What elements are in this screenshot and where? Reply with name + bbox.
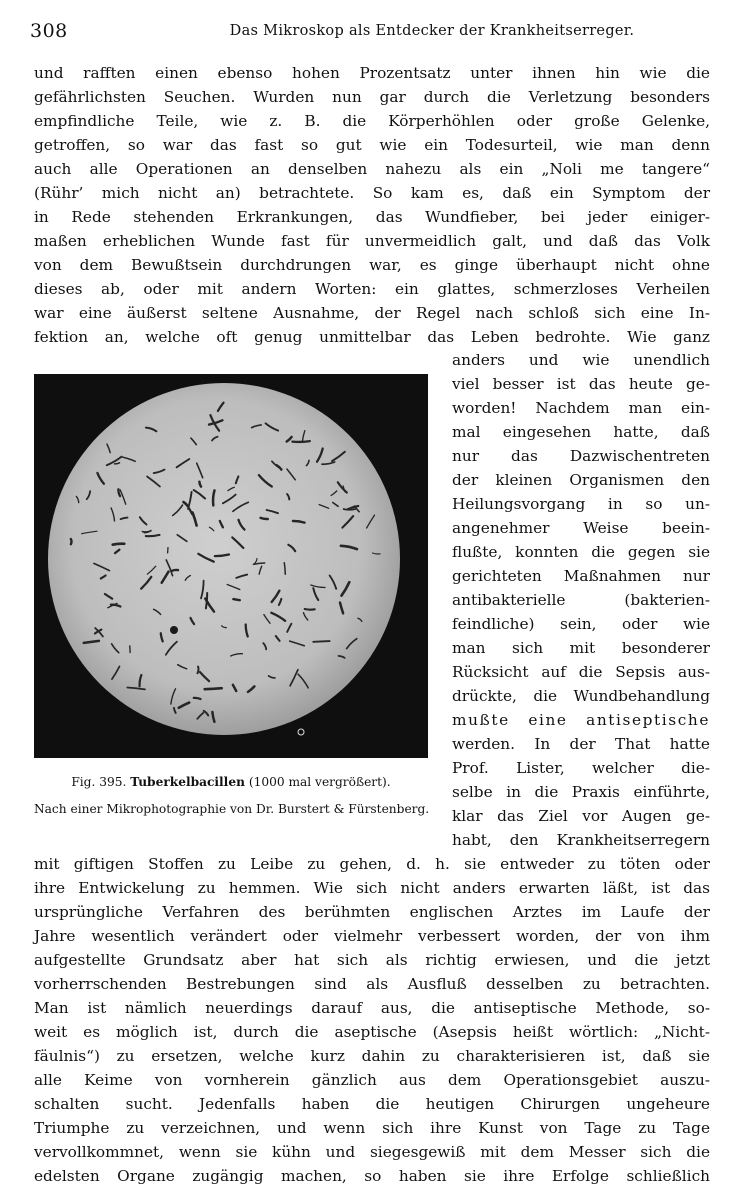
side-text-line: mal eingesehen hatte, daß	[452, 423, 710, 441]
side-text-line: Prof. Lister, welcher die-	[452, 759, 710, 777]
side-text-line: anders und wie unendlich	[452, 351, 710, 369]
bacillus	[171, 570, 178, 571]
side-text-line: worden! Nachdem man ein-	[452, 399, 710, 417]
bacillus	[233, 599, 239, 600]
text-line: mit giftigen Stoffen zu Leibe zu gehen, d. h. sie entweder zu töten oder	[34, 855, 710, 873]
side-text-line: viel besser ist das heute ge-	[452, 375, 710, 393]
side-text-line: gerichteten Maßnahmen nur	[452, 567, 710, 585]
text-line: Man ist nämlich neuerdings darauf aus, die antiseptische Methode, so-	[34, 999, 710, 1017]
side-text-line: nur das Dazwischentreten	[452, 447, 710, 465]
text-line: (Rühr’ mich nicht an) betrachtete. So kam es, daß ein Symptom der	[34, 184, 710, 202]
text-line: war eine äußerst seltene Ausnahme, der Regel nach schloß sich eine In-	[34, 304, 710, 322]
text-line: auch alle Operationen an denselben nahezu als ein „Noli me tangere“	[34, 160, 710, 178]
text-line: maßen erheblichen Wunde fast für unvermeidlich galt, und daß das Volk	[34, 232, 710, 250]
side-text-line: flußte, konnten die gegen sie	[452, 543, 710, 561]
side-text-line: mußte eine antiseptische	[452, 711, 710, 729]
text-line: aufgestellte Grundsatz aber hat sich als richtig erwiesen, und die jetzt	[34, 951, 710, 969]
text-line: Triumphe zu verzeichnen, und wenn sich ihre Kunst von Tage zu Tage	[34, 1119, 710, 1137]
text-line: fäulnis“) zu ersetzen, welche kurz dahin zu charakterisieren ist, daß sie	[34, 1047, 710, 1065]
text-line: schalten sucht. Jedenfalls haben die heutigen Chirurgen ungeheure	[34, 1095, 710, 1113]
text-line: Jahre wesentlich verändert oder vielmehr verbessert worden, der von ihm	[34, 927, 710, 945]
side-text-line: selbe in die Praxis einführte,	[452, 783, 710, 801]
side-text-line: habt, den Krankheitserregern	[452, 831, 710, 849]
text-line: ihre Entwickelung zu hemmen. Wie sich nicht anders erwarten läßt, ist das	[34, 879, 710, 897]
side-text-line: werden. In der That hatte	[452, 735, 710, 753]
bacillus	[261, 518, 268, 519]
side-text-line: feindliche) sein, oder wie	[452, 615, 710, 633]
side-text-line: angenehmer Weise beein-	[452, 519, 710, 537]
text-line: von dem Bewußtsein durchdrungen war, es ginge überhaupt nicht ohne	[34, 256, 710, 274]
text-line: ursprüngliche Verfahren des berühmten englischen Arztes im Laufe der	[34, 903, 710, 921]
bacillus	[205, 688, 222, 689]
text-line: dieses ab, oder mit andern Worten: ein glattes, schmerzloses Verheilen	[34, 280, 710, 298]
bacillus	[194, 698, 201, 699]
figure-credit: Nach einer Mikrophotographie von Dr. Burstert & Fürstenberg.	[34, 802, 430, 816]
bacillus	[305, 609, 315, 610]
text-line: getroffen, so war das fast so gut wie ein Todesurteil, wie man denn	[34, 136, 710, 154]
bacillus	[313, 641, 329, 642]
text-line: edelsten Organe zugängig machen, so haben sie ihre Erfolge schließlich	[34, 1167, 710, 1185]
figure-label: Fig. 395.	[71, 775, 127, 789]
text-line: in Rede stehenden Erkrankungen, das Wundfieber, bei jeder einiger-	[34, 208, 710, 226]
figure-note: (1000 mal vergrößert).	[248, 775, 391, 789]
text-line: alle Keime von vornherein gänzlich aus dem Operationsgebiet auszu-	[34, 1071, 710, 1089]
text-line: fektion an, welche oft genug unmittelbar das Leben bedrohte. Wie ganz	[34, 328, 710, 346]
figure-caption	[34, 772, 428, 792]
page-number: 308	[30, 20, 68, 42]
side-text-line: drückte, die Wundbehandlung	[452, 687, 710, 705]
running-title: Das Mikroskop als Entdecker der Krankheitserreger.	[229, 23, 635, 39]
side-text-line: antibakterielle (bakterien-	[452, 591, 710, 609]
text-line: vorherrschenden Bestrebungen sind als Ausfluß desselben zu betrachten.	[34, 975, 710, 993]
side-text-line: Rücksicht auf die Sepsis aus-	[452, 663, 710, 681]
text-line: gefährlichsten Seuchen. Wurden nun gar durch die Verletzung besonders	[34, 88, 710, 106]
side-text-line: man sich mit besonderer	[452, 639, 710, 657]
side-text-line: der kleinen Organismen den	[452, 471, 710, 489]
figure-title: Tuberkelbacillen	[130, 775, 245, 789]
text-line: vervollkommnet, wenn sie kühn und siegesgewiß mit dem Messer sich die	[34, 1143, 710, 1161]
bacillus	[213, 490, 214, 505]
bacillus	[292, 441, 309, 442]
bacillus	[113, 544, 125, 545]
text-line: und rafften einen ebenso hohen Prozentsatz unter ihnen hin wie die	[34, 64, 710, 82]
microscope-photograph	[34, 374, 428, 758]
text-line: empfindliche Teile, wie z. B. die Körperhöhlen oder große Gelenke,	[34, 112, 710, 130]
side-text-line: klar das Ziel vor Augen ge-	[452, 807, 710, 825]
text-line: weit es möglich ist, durch die aseptische (Asepsis heißt wörtlich: „Nicht-	[34, 1023, 710, 1041]
bacteria-cluster	[170, 626, 178, 634]
bacillus	[198, 667, 199, 674]
side-text-line: Heilungsvorgang in so un-	[452, 495, 710, 513]
page-header	[30, 20, 710, 48]
bacillus	[71, 539, 72, 544]
